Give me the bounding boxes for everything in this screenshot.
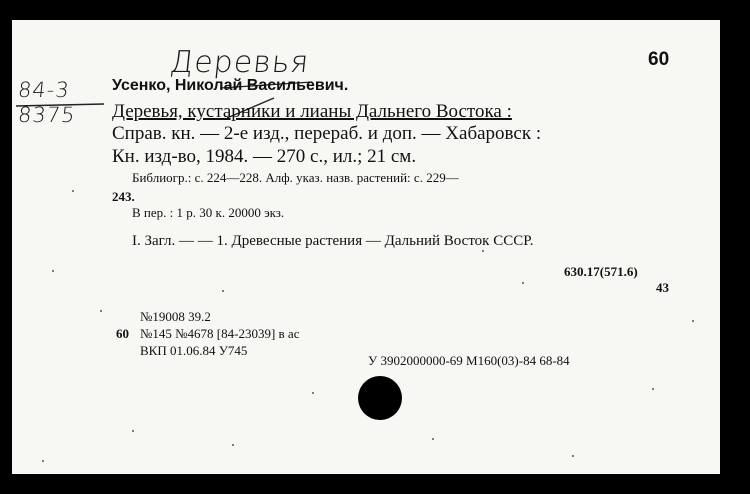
author-heading: Усенко, Николай Васильевич. — [112, 77, 349, 94]
punch-hole — [358, 376, 402, 420]
classification-bbk: 43 — [656, 280, 669, 295]
handwritten-call-number-1: 84-3 — [16, 78, 71, 102]
bibliography-note: Библиогр.: с. 224—228. Алф. указ. назв. растений: с. 229— — [132, 170, 459, 185]
registration-prefix: 60 — [116, 326, 129, 341]
title-line-2: Справ. кн. — 2-е изд., перераб. и доп. — Хабаровск : — [112, 123, 542, 144]
page-number: 60 — [648, 49, 670, 70]
registration-number: №19008 39.2 — [140, 309, 211, 324]
vkp-date: ВКП 01.06.84 У745 — [140, 343, 248, 358]
classification-udc: 630.17(571.6) — [564, 264, 638, 279]
title-line-1: Деревья, кустарники и лианы Дальнего Востока : — [112, 101, 512, 122]
bibliography-note-cont: 243. — [112, 189, 135, 204]
subject-tracings: I. Загл. — — 1. Древесные растения — Дальний Восток СССР. — [132, 233, 534, 249]
handwritten-call-number-2: 8375 — [16, 103, 77, 127]
binding-price-copies: В пер. : 1 р. 30 к. 20000 экз. — [132, 205, 285, 220]
handwritten-title: Деревья — [168, 45, 312, 80]
title-line-3: Кн. изд-во, 1984. — 270 с., ил.; 21 см. — [112, 146, 417, 167]
catalog-card — [12, 20, 720, 474]
publisher-code: У 3902000000-69 М160(03)-84 68-84 — [368, 353, 570, 368]
registration-details: №145 №4678 [84-23039] в ас — [140, 326, 300, 341]
